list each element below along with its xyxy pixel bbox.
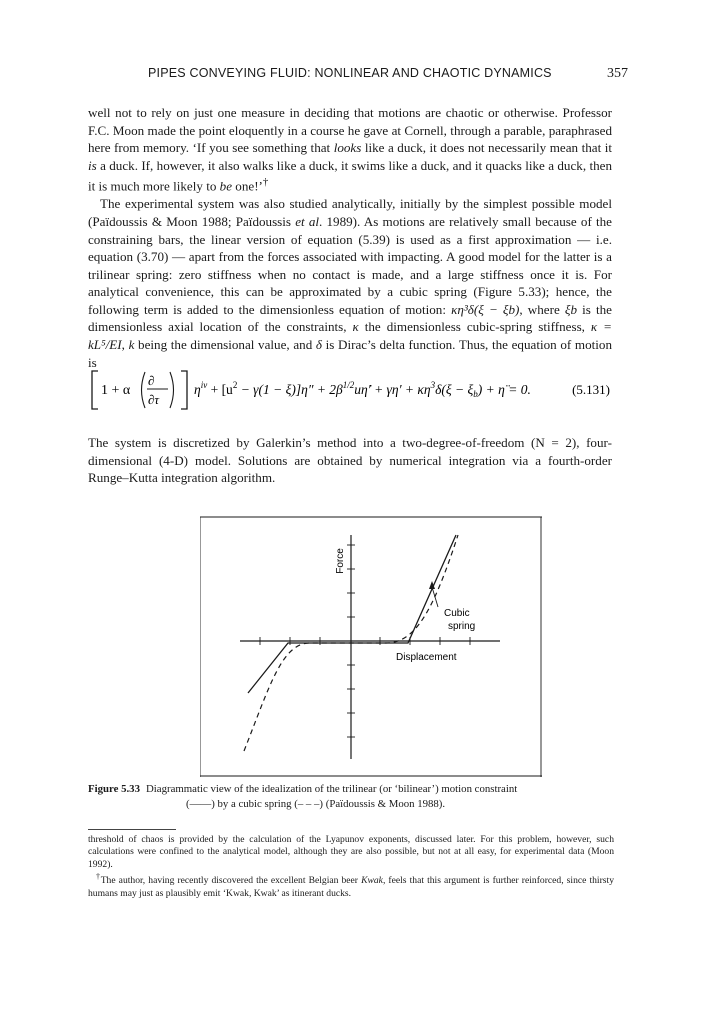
- page-number: 357: [607, 66, 628, 81]
- eq-partial-num: ∂: [148, 373, 155, 388]
- annotation-leader: [432, 587, 438, 607]
- eq-lhs: 1 + α: [101, 383, 131, 398]
- right-bracket: [181, 371, 187, 409]
- figure-5-33: [200, 515, 542, 777]
- footnote-1: threshold of chaos is provided by the calculation of the Lyapunov exponents, discussed later. For this problem, however, such calculations were confined to the analytical model, although they are also possible, but not at all easy, for experimental data (Moon 1992).: [88, 834, 614, 870]
- footnote-marker[interactable]: †: [262, 176, 269, 189]
- eq-body: $\eta^{iv} + [u^2 - \gamma(1 - \xi)]\eta''$ + $2\beta^{1/2}u\etȧ' + \gamma\eta' + \kappa\eta^3\delta(\xi - \xi_b)$ + η̈ = 0.: [194, 380, 531, 399]
- x-axis-label: Displacement: [396, 652, 457, 663]
- body-text: [88, 104, 612, 371]
- footnote-rule: [88, 829, 176, 830]
- annotation-label-line2: spring: [448, 621, 476, 632]
- right-paren: [170, 372, 174, 408]
- trilinear-constraint-line: [248, 535, 456, 693]
- equation-svg: [88, 367, 614, 413]
- eq-partial-den: ∂τ: [148, 392, 160, 407]
- left-bracket: [92, 371, 98, 409]
- paragraph-parable: well not to rely on just one measure in deciding that motions are chaotic or otherwise. Professor F.C. Moon made the point eloquently in a course he gave at Cornell, through a parable, paraphrased here from memory. ‘If you see something that looks like a duck, it does not necessarily mean that it is a duck. If, however, it also walks like a duck, it swims like a duck, and it quacks like a duck, then it is much more likely to be one!’†: [88, 105, 612, 194]
- annotation-label-line1: Cubic: [444, 608, 470, 619]
- y-axis-label: Force: [335, 548, 346, 574]
- footnotes: [88, 834, 614, 900]
- footnote-2: †The author, having recently discovered the excellent Belgian beer Kwak, feels that this argument is further reinforced, since thirsty humans may just as plausibly emit ‘Kwak, Kwak’ as itinerant ducks.: [88, 872, 614, 899]
- figure-caption: [88, 782, 616, 812]
- caption-line1: Diagrammatic view of the idealization of the trilinear (or ‘bilinear’) motion constraint: [145, 783, 518, 795]
- page-header: [88, 66, 628, 86]
- left-paren: [142, 372, 146, 408]
- figure-svg: [200, 515, 542, 777]
- running-title: PIPES CONVEYING FLUID: NONLINEAR AND CHAOTIC DYNAMICS: [148, 66, 552, 80]
- paragraph-model: The experimental system was also studied analytically, initially by the simplest possible model (Païdoussis & Moon 1988; Païdoussis et al. 1989). As motions are relatively small because of the constraining bars, the linear version of equation (5.39) is used as a first approximation — i.e. equation (3.70) — apart from the forces associated with impacting. A good model for the latter is a trilinear spring: zero stiffness when no contact is made, and a large stiffness once it is. For analytical convenience, this can be approximated by a cubic spring (Figure 5.33); hence, the following term is added to the dimensionless equation of motion: κη³δ(ξ − ξb), where ξb is the dimensionless axial location of the constraints, κ the dimensionless cubic-spring stiffness, κ = kL⁵/EI, k being the dimensional value, and δ is Dirac’s delta function. Thus, the equation of motion is: [88, 196, 612, 370]
- caption-line2: (——) by a cubic spring (– – –) (Païdoussis & Moon 1988).: [186, 798, 446, 810]
- equation-5-131: [88, 367, 614, 413]
- caption-label: Figure 5.33: [88, 783, 140, 795]
- equation-number: (5.131): [572, 382, 610, 397]
- paragraph-galerkin: The system is discretized by Galerkin’s method into a two-degree-of-freedom (N = 2), four-dimensional (4-D) model. Solutions are obtained by numerical integration via a fourth-order Runge–Kutta integration algorithm.: [88, 435, 612, 486]
